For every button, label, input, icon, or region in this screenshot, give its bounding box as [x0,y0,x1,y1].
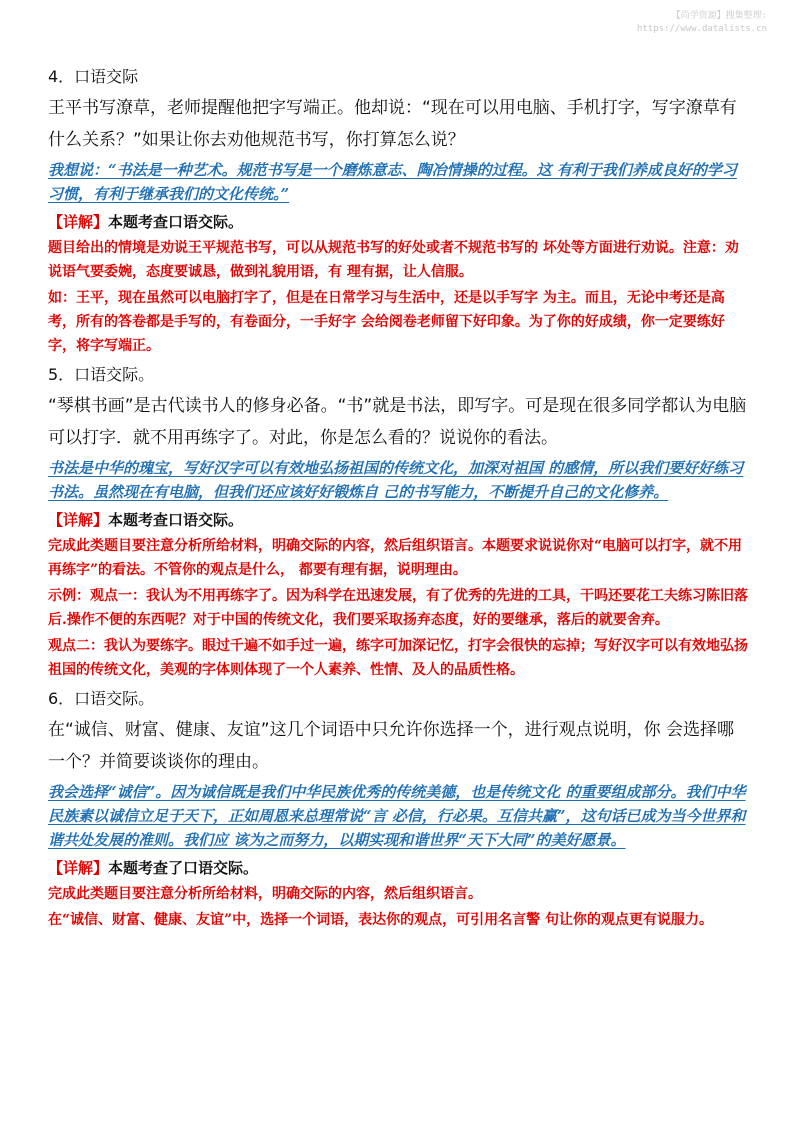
question-4-explain-label [48,210,750,234]
explain-title: 本题考查了口语交际。 [108,859,259,877]
explain-bracket: 【详解】 [48,511,109,529]
question-5-explain-2: 示例：观点一：我认为不用再练字了。因为科学在迅速发展，有了优秀的先进的工具，干吗还要花工夫练习陈旧落后.操作不便的东西呢？对于中国的传统文化，我们要采取扬弃态度，好的要继承，落后的就要舍弃。 [48,588,748,628]
document-page [48,60,750,932]
question-4-prompt: 王平书写潦草，老师提醒他把字写端正。他却说：“现在可以用电脑、手机打字，写字潦草有什么关系？”如果让你去劝他规范书写，你打算怎么说？ [48,98,737,150]
question-6 [48,684,750,932]
question-4-heading: 4．口语交际 [48,67,139,86]
question-6-explain-2: 在“诚信、财富、健康、友谊”中，选择一个词语，表达你的观点，可引用名言警 句让你的观点更有说服力。 [48,912,713,928]
question-5-prompt: “琴棋书画”是古代读书人的修身必备。“书”就是书法，即写字。可是现在很多同学都认为电脑可以打字．就不用再练字了。对此，你是怎么看的？说说你的看法。 [48,396,747,448]
question-5-explain-1: 完成此类题目要注意分析所给材料，明确交际的内容，然后组织语言。本题要求说说你对“电脑可以打字，就不用再练字”的看法。不管你的观点是什么， 都要有理有据，说明理由。 [48,538,743,578]
question-6-heading: 6．口语交际。 [48,689,155,708]
explain-title: 本题考查口语交际。 [108,213,244,231]
explain-title: 本题考查口语交际。 [108,511,244,529]
question-4-explain-2: 如：王平，现在虽然可以电脑打字了，但是在日常学习与生活中，还是以手写字 为主。而且，无论中考还是高考，所有的答卷都是手写的，有卷面分，一手好字 会给阅卷老师留下好印象。为了你的好成绩，你一定要练好字，将字写端正。 [48,290,725,354]
question-5-heading: 5．口语交际。 [48,365,155,384]
question-6-answer: 我会选择“诚信”。因为诚信既是我们中华民族优秀的传统美德，也是传统文化 的重要组成部分。我们中华民族素以诚信立足于天下，正如周恩来总理常说“言 必信，行必果。互信共赢”，这句话已成为当今世界和谐共处发展的准则。我们应 该为之而努力，以期实现和谐世界“天下大同”的美好愿景。 [48,783,746,849]
question-5-answer: 书法是中华的瑰宝，写好汉字可以有效地弘扬祖国的传统文化，加深对祖国 的感情，所以我们要好好练习书法。虽然现在有电脑，但我们还应该好好锻炼自 己的书写能力，不断提升自己的文化修养。 [48,459,744,501]
question-6-explain-1: 完成此类题目要注意分析所给材料，明确交际的内容，然后组织语言。 [48,886,482,902]
question-5 [48,360,750,682]
watermark-url: https://www.datalists.cn [636,24,767,34]
question-4-explain-1: 题目给出的情境是劝说王平规范书写，可以从规范书写的好处或者不规范书写的 坏处等方面进行劝说。注意：劝说语气要委婉，态度要诚恳，做到礼貌用语，有 理有据，让人信服。 [48,240,739,280]
question-4 [48,62,750,358]
watermark [637,10,767,36]
question-5-explain-label [48,508,750,532]
question-4-answer: 我想说：“书法是一种艺术。规范书写是一个磨炼意志、陶冶情操的过程。这 有利于我们养成良好的学习习惯，有利于继承我们的文化传统。” [48,161,737,203]
question-6-explain-label [48,856,750,880]
explain-bracket: 【详解】 [48,859,109,877]
question-5-explain-3: 观点二：我认为要练字。眼过千遍不如手过一遍，练字可加深记忆，打字会很快的忘掉；写好汉字可以有效地弘扬祖国的传统文化，美观的字体则体现了一个人素养、性情、及人的品质性格。 [48,638,748,678]
question-6-prompt: 在“诚信、财富、健康、友谊”这几个词语中只允许你选择一个，进行观点说明，你 会选择哪一个？并简要谈谈你的理由。 [48,720,735,772]
watermark-source: 【尚学资源】搜集整理: [671,11,767,21]
explain-bracket: 【详解】 [48,213,109,231]
